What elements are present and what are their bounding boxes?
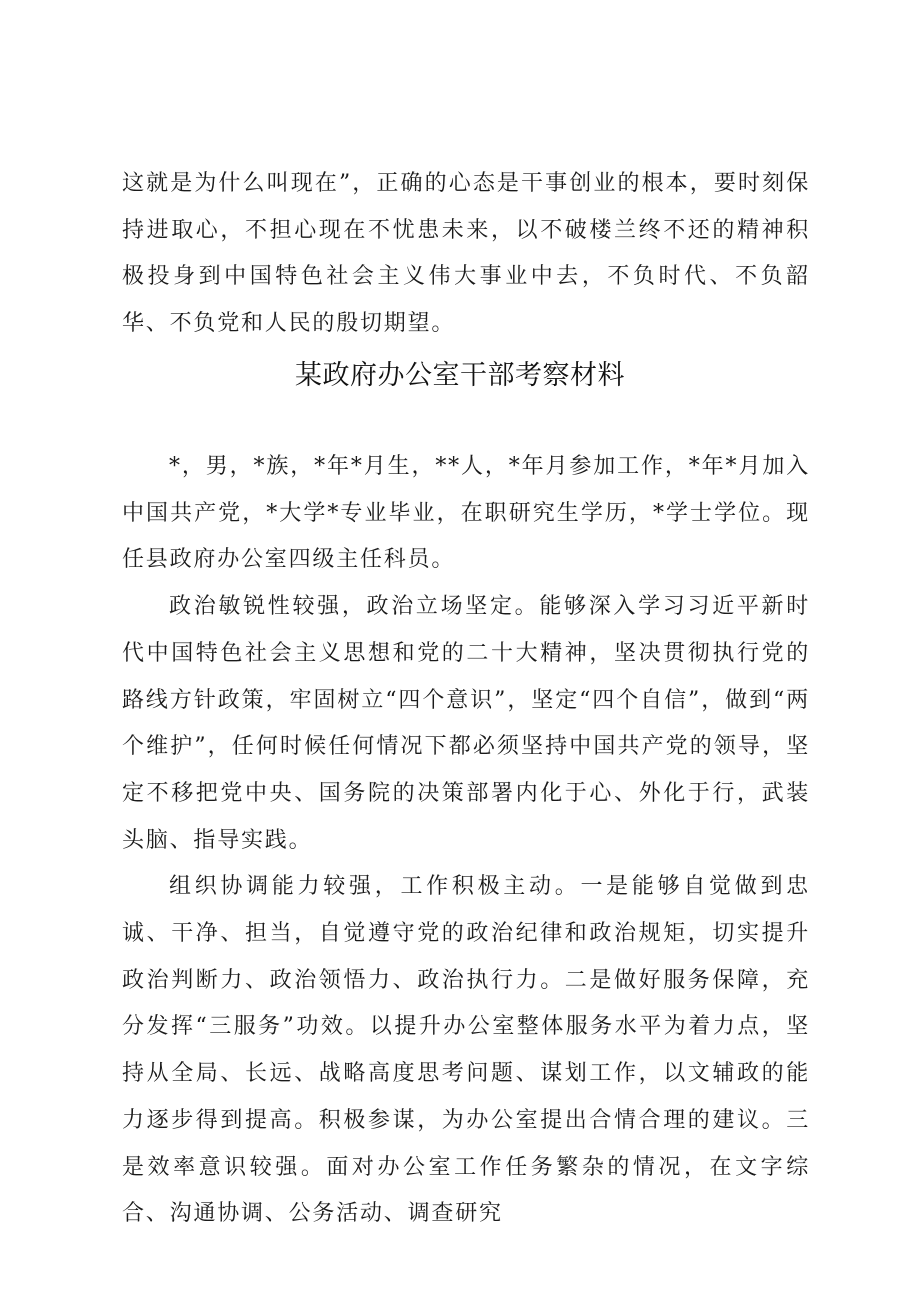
profile-paragraph: *，男，*族，*年*月生，**人，*年月参加工作，*年*月加入中国共产党，*大学*专业毕业，在职研究生学历，*学士学位。现任县政府办公室四级主任科员。 <box>122 454 810 573</box>
work-ability-paragraph: 组织协调能力较强，工作积极主动。一是能够自觉做到忠诚、干净、担当，自觉遵守党的政治纪律和政治规矩，切实提升政治判断力、政治领悟力、政治执行力。二是做好服务保障，充分发挥“三服务”功效。以提升办公室整体服务水平为着力点，坚持从全局、长远、战略高度思考问题、谋划工作，以文辅政的能力逐步得到提高。积极参谋，为办公室提出合情合理的建议。三是效率意识较强。面对办公室工作任务繁杂的情况，在文字综合、沟通协调、公务活动、调查研究 <box>122 874 810 1227</box>
political-quality-paragraph: 政治敏锐性较强，政治立场坚定。能够深入学习习近平新时代中国特色社会主义思想和党的二十大精神，坚决贯彻执行党的路线方针政策，牢固树立“四个意识”，坚定“四个自信”，做到“两个维护”，任何时候任何情况下都必须坚持中国共产党的领导，坚定不移把党中央、国务院的决策部署内化于心、外化于行，武装头脑、指导实践。 <box>122 594 810 853</box>
continuation-paragraph: 这就是为什么叫现在”，正确的心态是干事创业的根本，要时刻保持进取心，不担心现在不忧患未来，以不破楼兰终不还的精神积极投身到中国特色社会主义伟大事业中去，不负时代、不负韶华、不负党和人民的殷切期望。 <box>122 171 810 337</box>
document-title: 某政府办公室干部考察材料 <box>295 360 625 391</box>
previous-section-tail <box>122 161 810 348</box>
document-body <box>122 444 810 1238</box>
